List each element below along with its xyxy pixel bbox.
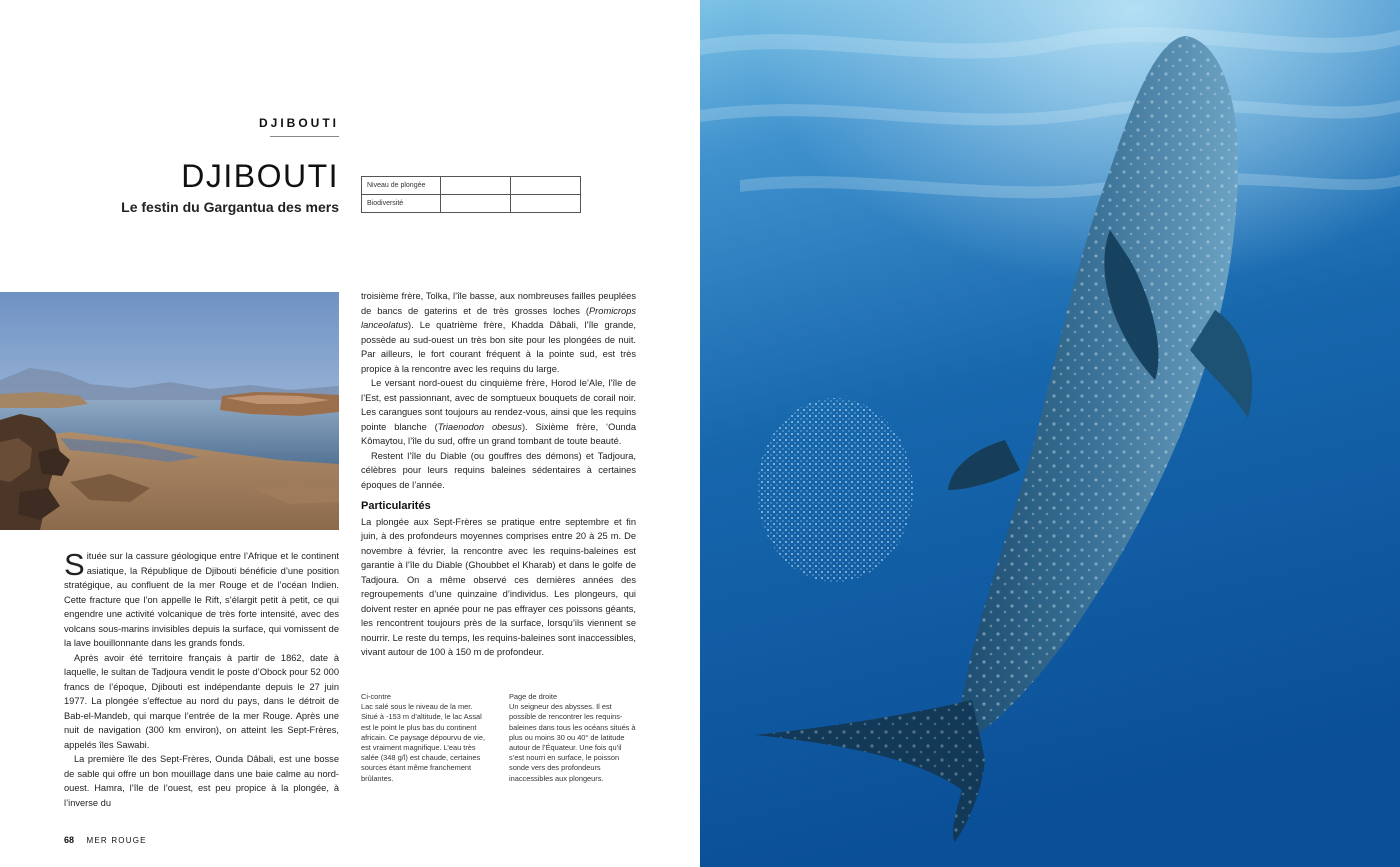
whale-shark-photo	[700, 0, 1400, 867]
paragraph-text: ). Le quatrième frère, Khadda Dâbali, l’île grande, possède au sud-ouest un très bon site pour les plongées de nuit. Par ailleurs, le fort courant fréquent à la pointe sud, est très propice à la rencontre avec les requins du large.	[361, 320, 636, 374]
paragraph: La plongée aux Sept-Frères se pratique entre septembre et fin juin, à des profondeurs moyennes comprises entre 20 à 25 m. De novembre à février, la rencontre avec les requins-baleines est garantie à l’île du Diable (Ghoubbet el Kharab) et dans le golfe de Tadjoura. On a même observé ces dernières années des regroupements d’une quinzaine d’individus. Les plongeurs, qui doivent rester en apnée pour ne pas effrayer ces poissons géants, les rencontrent toujours près de la surface, lorsqu’ils viennent se nourrir. Le reste du temps, les requins-baleines sont inaccessibles, vivant autour de 100 à 150 m de profondeur.	[361, 516, 636, 657]
rating-label-level: Niveau de plongée	[362, 177, 441, 195]
running-head: DJIBOUTI	[258, 116, 339, 130]
caption-right	[509, 692, 637, 784]
rating-cell	[511, 195, 581, 213]
caption-text: Lac salé sous le niveau de la mer. Situé à -153 m d’altitude, le lac Assal est le point le plus bas du continent africain. Ce paysage dépourvu de vie, est vraiment magnifique. L’eau très salée (348 g/l) est chaude, certaines sources étant même franchement brûlantes.	[361, 702, 486, 783]
rating-row-level	[362, 177, 581, 195]
rating-table	[361, 176, 581, 213]
rating-cell	[441, 177, 511, 195]
lake-assal-photo	[0, 292, 339, 530]
paragraph	[361, 376, 636, 449]
caption-text: Un seigneur des abysses. Il est possible de rencontrer les requins-baleines dans tous les océans situés à plus ou moins 30 ou 40° de latitude autour de l’Équateur. Une fois qu’il s’est nourri en surface, le poisson sonde vers des profondeurs inaccessibles aux plongeurs.	[509, 702, 636, 783]
species-name: Promicrops lanceolatus	[361, 305, 636, 330]
whale-shark-image	[700, 0, 1400, 867]
dropcap: S	[64, 547, 85, 582]
paragraph-text: Le versant nord-ouest du cinquième frère, Horod le’Ale, l’île de l’Est, est passionnant, avec de somptueux bouquets de corail noir. Les carangues sont toujours au rendez-vous, ainsi que les requins pointe blanche (	[361, 378, 636, 432]
page-number: 68	[64, 835, 75, 845]
paragraph-text: ituée sur la cassure géologique entre l’Afrique et le continent asiatique, la République de Djibouti bénéficie d’une position stratégique, au confluent de la mer Rouge et de l’océan Indien. Cette fracture que l’on appelle le Rift, s’élargit petit à petit, ce qui engendre une activité volcanique de très forte intensité, avec des volcans sous-marins invisibles depuis la surface, qui vomissent de la lave bouillonnante dans les grands fonds.	[64, 551, 339, 648]
page-footer	[64, 835, 147, 845]
page-title: DJIBOUTI	[181, 158, 339, 194]
paragraph: La première île des Sept-Frères, Ounda Dâbali, est une bosse de sable qui offre un bon mouillage dans une baie calme au nord-ouest. Hamra, l’île de l’ouest, est peu propice à la plongée, à l’inverse du	[64, 754, 339, 808]
body-column-left	[64, 549, 339, 810]
rating-cell	[441, 195, 511, 213]
paragraph-text: ). Sixième frère, ‘Ounda Kômaytou, l’île du sud, offre un grand tombant de toute beauté.	[361, 421, 636, 446]
section-heading: Particularités	[361, 500, 431, 512]
rating-cell	[511, 177, 581, 195]
paragraph	[361, 289, 636, 376]
lake-landscape-image	[0, 292, 339, 530]
footer-section: MER ROUGE	[86, 836, 147, 845]
caption-left	[361, 692, 489, 784]
running-head-rule	[270, 136, 339, 137]
caption-heading: Ci-contre	[361, 692, 391, 701]
paragraph: Après avoir été territoire français à partir de 1862, date à laquelle, le sultan de Tadjoura vendit le poste d’Obock pour 52 000 francs de l’époque, Djibouti est indépendante depuis le 27 juin 1977. La plongée s’effectue au nord du pays, dans le détroit de Bab-el-Mandeb, qui marque l’entrée de la mer Rouge. Après une nuit de navigation (300 km environ), on atteint les Sept-Frères, appelés îles Sawabi.	[64, 652, 339, 750]
body-column-right	[361, 289, 636, 660]
paragraph: Restent l’île du Diable (ou gouffres des démons) et Tadjoura, célèbres pour leurs requins baleines sédentaires à certaines époques de l’année.	[361, 450, 636, 490]
rating-row-biodiversity	[362, 195, 581, 213]
intro-paragraph	[64, 549, 339, 651]
paragraph-text: troisième frère, Tolka, l’île basse, aux nombreuses failles peuplées de bancs de gaterins et de très grosses loches (	[361, 291, 636, 316]
page-subtitle: Le festin du Gargantua des mers	[121, 199, 339, 215]
rating-label-biodiversity: Biodiversité	[362, 195, 441, 213]
species-name: Triaenodon obesus	[437, 421, 522, 432]
caption-heading: Page de droite	[509, 692, 558, 701]
fish-school	[757, 398, 913, 582]
